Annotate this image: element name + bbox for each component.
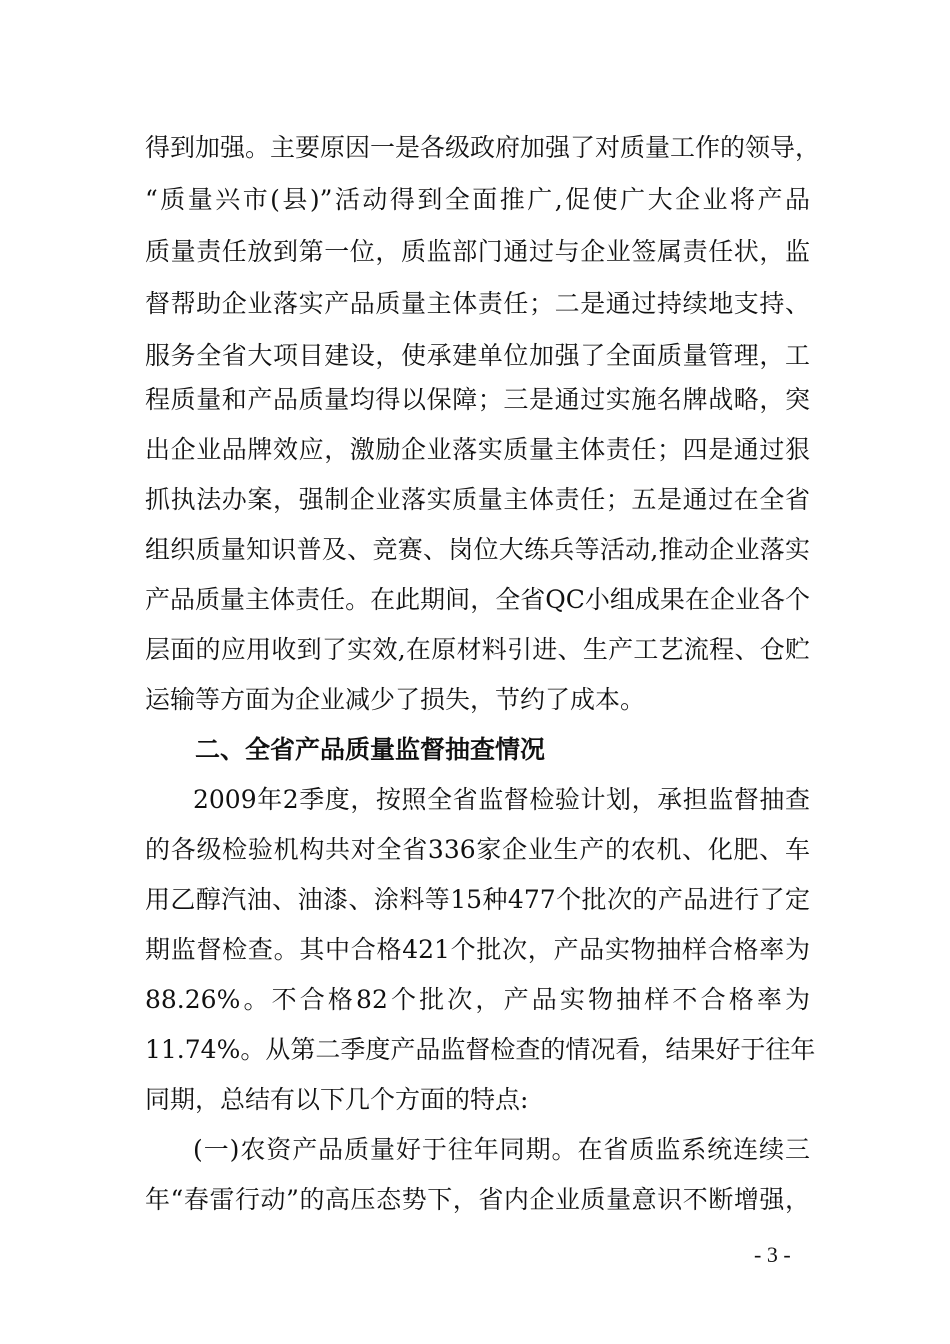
paragraph-line: 用乙醇汽油、油漆、涂料等15种477个批次的产品进行了定: [145, 885, 810, 914]
paragraph-line: (一)农资产品质量好于往年同期。在省质监系统连续三: [193, 1135, 810, 1164]
page-number: - 3 -: [754, 1242, 791, 1267]
paragraph-line: 的各级检验机构共对全省336家企业生产的农机、化肥、车: [145, 835, 810, 864]
paragraph-line: 产品质量主体责任。在此期间，全省QC小组成果在企业各个: [145, 585, 810, 614]
paragraph-line: 质量责任放到第一位，质监部门通过与企业签属责任状，监: [145, 237, 810, 266]
paragraph-line: 同期，总结有以下几个方面的特点:: [145, 1085, 529, 1114]
paragraph-line: 督帮助企业落实产品质量主体责任；二是通过持续地支持、: [145, 289, 810, 318]
paragraph-line: 出企业品牌效应，激励企业落实质量主体责任；四是通过狠: [145, 435, 810, 464]
paragraph-line: 服务全省大项目建设，使承建单位加强了全面质量管理，工: [145, 341, 810, 370]
paragraph-line: 88.26%。不合格82个批次，产品实物抽样不合格率为: [145, 985, 810, 1014]
paragraph-line: 抓执法办案，强制企业落实质量主体责任；五是通过在全省: [145, 485, 810, 514]
paragraph-line: “质量兴市(县)”活动得到全面推广,促使广大企业将产品: [145, 185, 810, 214]
paragraph-line: 2009年2季度，按照全省监督检验计划，承担监督抽查: [193, 785, 810, 814]
paragraph-line: 期监督检查。其中合格421个批次，产品实物抽样合格率为: [145, 935, 810, 964]
paragraph-line: 组织质量知识普及、竞赛、岗位大练兵等活动,推动企业落实: [145, 535, 810, 564]
paragraph-line: 层面的应用收到了实效,在原材料引进、生产工艺流程、仓贮: [145, 635, 810, 664]
paragraph-line: 程质量和产品质量均得以保障；三是通过实施名牌战略，突: [145, 385, 810, 414]
paragraph-line: 运输等方面为企业减少了损失，节约了成本。: [145, 685, 646, 714]
paragraph-line: 得到加强。主要原因一是各级政府加强了对质量工作的领导，: [145, 133, 821, 162]
paragraph-line: 年“春雷行动”的高压态势下，省内企业质量意识不断增强，: [145, 1185, 810, 1214]
section-heading: 二、全省产品质量监督抽查情况: [195, 735, 546, 764]
paragraph-line: 11.74%。从第二季度产品监督检查的情况看，结果好于往年: [145, 1035, 816, 1064]
